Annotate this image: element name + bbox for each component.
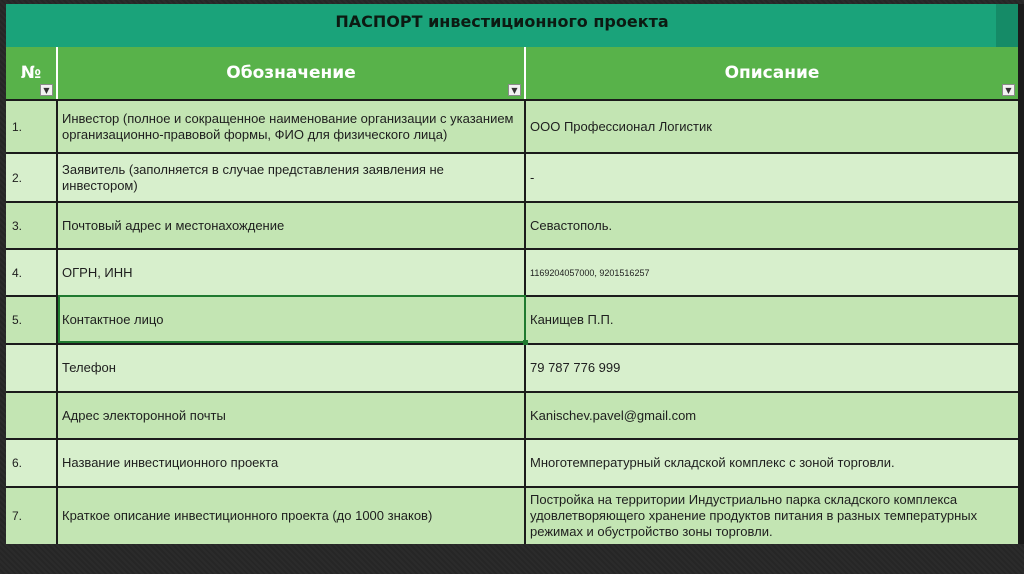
cell-number[interactable] (6, 393, 58, 438)
slide-edge (1018, 4, 1024, 544)
table-row (6, 248, 1018, 295)
cell-designation[interactable]: Телефон (58, 345, 526, 391)
sheet-title: ПАСПОРТ инвестиционного проекта (335, 12, 669, 31)
cell-description[interactable]: 1169204057000, 9201516257 (530, 267, 650, 278)
cell-designation[interactable]: Название инвестиционного проекта (58, 440, 526, 486)
cell-description[interactable]: Канищев П.П. (530, 312, 614, 327)
table-row (6, 152, 1018, 201)
column-header-designation[interactable] (58, 47, 526, 99)
cell-designation[interactable]: Почтовый адрес и местонахождение (58, 203, 526, 248)
cell-number[interactable]: 4. (6, 250, 58, 295)
table-row (6, 295, 1018, 343)
title-bar-edge (996, 4, 1018, 47)
cell-description[interactable]: Многотемпературный складской комплекс с зоной торговли. (530, 455, 895, 470)
spreadsheet (6, 4, 1018, 544)
cell-description[interactable]: Севастополь. (530, 217, 613, 233)
cell-designation[interactable]: Адрес электоронной почты (58, 393, 526, 438)
column-header-description[interactable] (526, 47, 1018, 99)
table-row (6, 201, 1018, 248)
cell-number[interactable]: 6. (6, 440, 58, 486)
title-bar (6, 4, 1018, 47)
cell-designation[interactable]: Контактное лицо (58, 297, 526, 343)
cell-designation[interactable]: Инвестор (полное и сокращенное наименование организации с указанием организационно-правовой формы, ФИО для физического лица) (58, 101, 526, 152)
cell-description[interactable]: ООО Профессионал Логистик (530, 118, 712, 134)
cell-number[interactable] (6, 345, 58, 391)
cell-number[interactable]: 3. (6, 203, 58, 248)
table-row (6, 438, 1018, 486)
cell-description[interactable]: Kanischev.pavel@gmail.com (530, 407, 697, 423)
cell-number[interactable]: 2. (6, 154, 58, 201)
table-row (6, 486, 1018, 544)
column-header-number-label: № (20, 63, 42, 83)
cell-designation[interactable]: ОГРН, ИНН (58, 250, 526, 295)
table-row (6, 391, 1018, 438)
cell-number[interactable]: 5. (6, 297, 58, 343)
chevron-down-icon[interactable]: ▼ (1002, 84, 1015, 96)
column-header-number[interactable] (6, 47, 58, 99)
cell-number[interactable]: 1. (6, 101, 58, 152)
cell-description[interactable]: Постройка на территории Индустриально парка складского комплекса удовлетворяющего хранение продуктов питания в разных температурных режимах и обустройство зоны торговли. (530, 492, 978, 539)
chevron-down-icon[interactable]: ▼ (40, 84, 53, 96)
cell-description[interactable]: 79 787 776 999 (530, 360, 621, 375)
cell-number[interactable]: 7. (6, 488, 58, 544)
cell-designation[interactable]: Краткое описание инвестиционного проекта (до 1000 знаков) (58, 488, 526, 544)
table-row (6, 99, 1018, 152)
column-header-description-label: Описание (724, 63, 820, 83)
table-row (6, 343, 1018, 391)
column-header-designation-label: Обозначение (226, 63, 356, 83)
chevron-down-icon[interactable]: ▼ (508, 84, 521, 96)
cell-designation[interactable]: Заявитель (заполняется в случае представления заявления не инвестором) (58, 154, 526, 201)
cell-description[interactable]: - (530, 169, 535, 185)
